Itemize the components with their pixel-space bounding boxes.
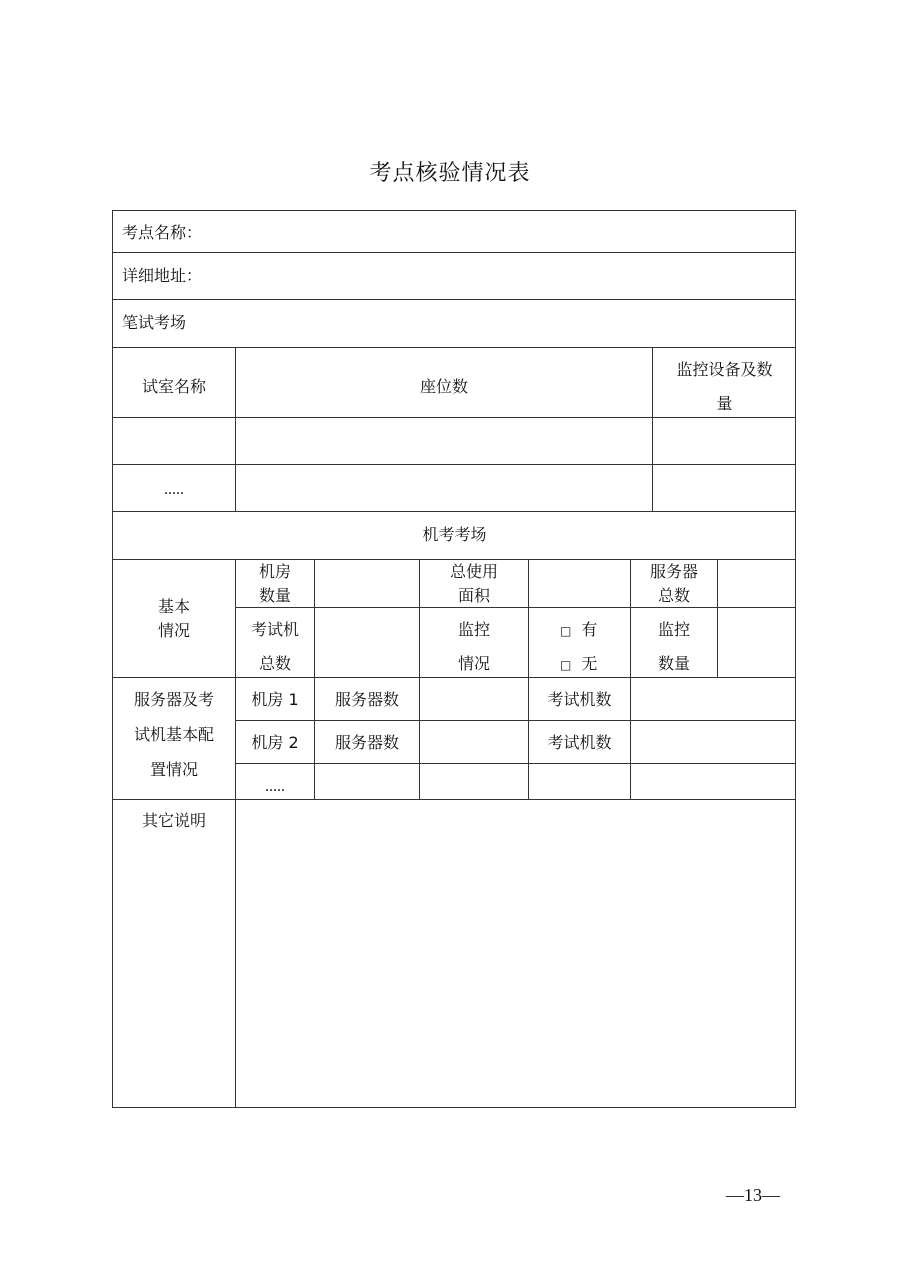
written-exam-section-label: 笔试考场 bbox=[122, 313, 187, 332]
row-divider bbox=[112, 464, 796, 465]
exam-machines-label-line1: 考试机 bbox=[250, 620, 299, 639]
checkbox-icon[interactable]: □ bbox=[560, 624, 572, 638]
col-divider bbox=[419, 677, 420, 799]
config-label-line2: 试机基本配 bbox=[133, 725, 214, 744]
total-area-label-line1: 总使用 bbox=[449, 562, 498, 581]
row-divider bbox=[112, 347, 796, 348]
computer-exam-section-label: 机考考场 bbox=[422, 525, 487, 544]
total-area-label-line2: 面积 bbox=[457, 586, 490, 605]
servers-total-label-line2: 总数 bbox=[657, 586, 690, 605]
exam-machines-label-line2: 总数 bbox=[258, 654, 291, 673]
col-header-seat-count: 座位数 bbox=[419, 377, 468, 396]
monitor-count-label-line2: 数量 bbox=[657, 654, 690, 673]
rooms-count-label-line2: 数量 bbox=[258, 586, 291, 605]
written-ellipsis: ..... bbox=[164, 481, 184, 498]
row-divider bbox=[235, 720, 796, 721]
row-divider bbox=[112, 677, 796, 678]
room2-server-count-label: 服务器数 bbox=[334, 733, 399, 752]
col-divider bbox=[314, 559, 315, 677]
basic-info-label-line2: 情况 bbox=[157, 621, 190, 640]
checkbox-icon[interactable]: □ bbox=[560, 658, 572, 672]
basic-info-label-line1: 基本 bbox=[157, 597, 190, 616]
remarks-label: 其它说明 bbox=[141, 811, 206, 830]
rooms-count-label-line1: 机房 bbox=[258, 562, 291, 581]
monitor-status-label-line1: 监控 bbox=[457, 620, 490, 639]
col-header-monitor-line2: 量 bbox=[716, 394, 733, 413]
room1-label: 机房 1 bbox=[251, 690, 299, 709]
site-name-label: 考点名称： bbox=[122, 223, 203, 242]
room2-machine-count-label: 考试机数 bbox=[547, 733, 612, 752]
option-yes-label: 有 bbox=[581, 620, 598, 639]
config-ellipsis: ..... bbox=[265, 778, 285, 795]
col-divider bbox=[630, 677, 631, 799]
col-divider bbox=[235, 347, 236, 511]
servers-total-label-line1: 服务器 bbox=[649, 562, 698, 581]
col-divider bbox=[235, 799, 236, 1108]
row-divider bbox=[235, 763, 796, 764]
room1-server-count-label: 服务器数 bbox=[334, 690, 399, 709]
row-divider bbox=[112, 417, 796, 418]
room2-label: 机房 2 bbox=[251, 733, 299, 752]
monitor-option-no[interactable] bbox=[560, 652, 597, 677]
col-divider bbox=[528, 559, 529, 677]
config-label-line1: 服务器及考 bbox=[133, 690, 214, 709]
row-divider bbox=[112, 252, 796, 253]
monitor-status-label-line2: 情况 bbox=[457, 654, 490, 673]
row-divider bbox=[112, 799, 796, 800]
row-divider bbox=[112, 511, 796, 512]
option-no-label: 无 bbox=[581, 654, 598, 673]
row-divider bbox=[112, 299, 796, 300]
col-divider bbox=[717, 559, 718, 677]
page-title: 考点核验情况表 bbox=[369, 161, 531, 186]
monitor-option-yes[interactable] bbox=[560, 618, 597, 643]
config-label-line3: 置情况 bbox=[149, 760, 198, 779]
address-label: 详细地址： bbox=[122, 266, 203, 285]
page-number: —13— bbox=[726, 1185, 780, 1205]
room1-machine-count-label: 考试机数 bbox=[547, 690, 612, 709]
col-header-monitor-line1: 监控设备及数 bbox=[676, 360, 773, 379]
col-header-room-name: 试室名称 bbox=[141, 377, 206, 396]
monitor-count-label-line1: 监控 bbox=[657, 620, 690, 639]
